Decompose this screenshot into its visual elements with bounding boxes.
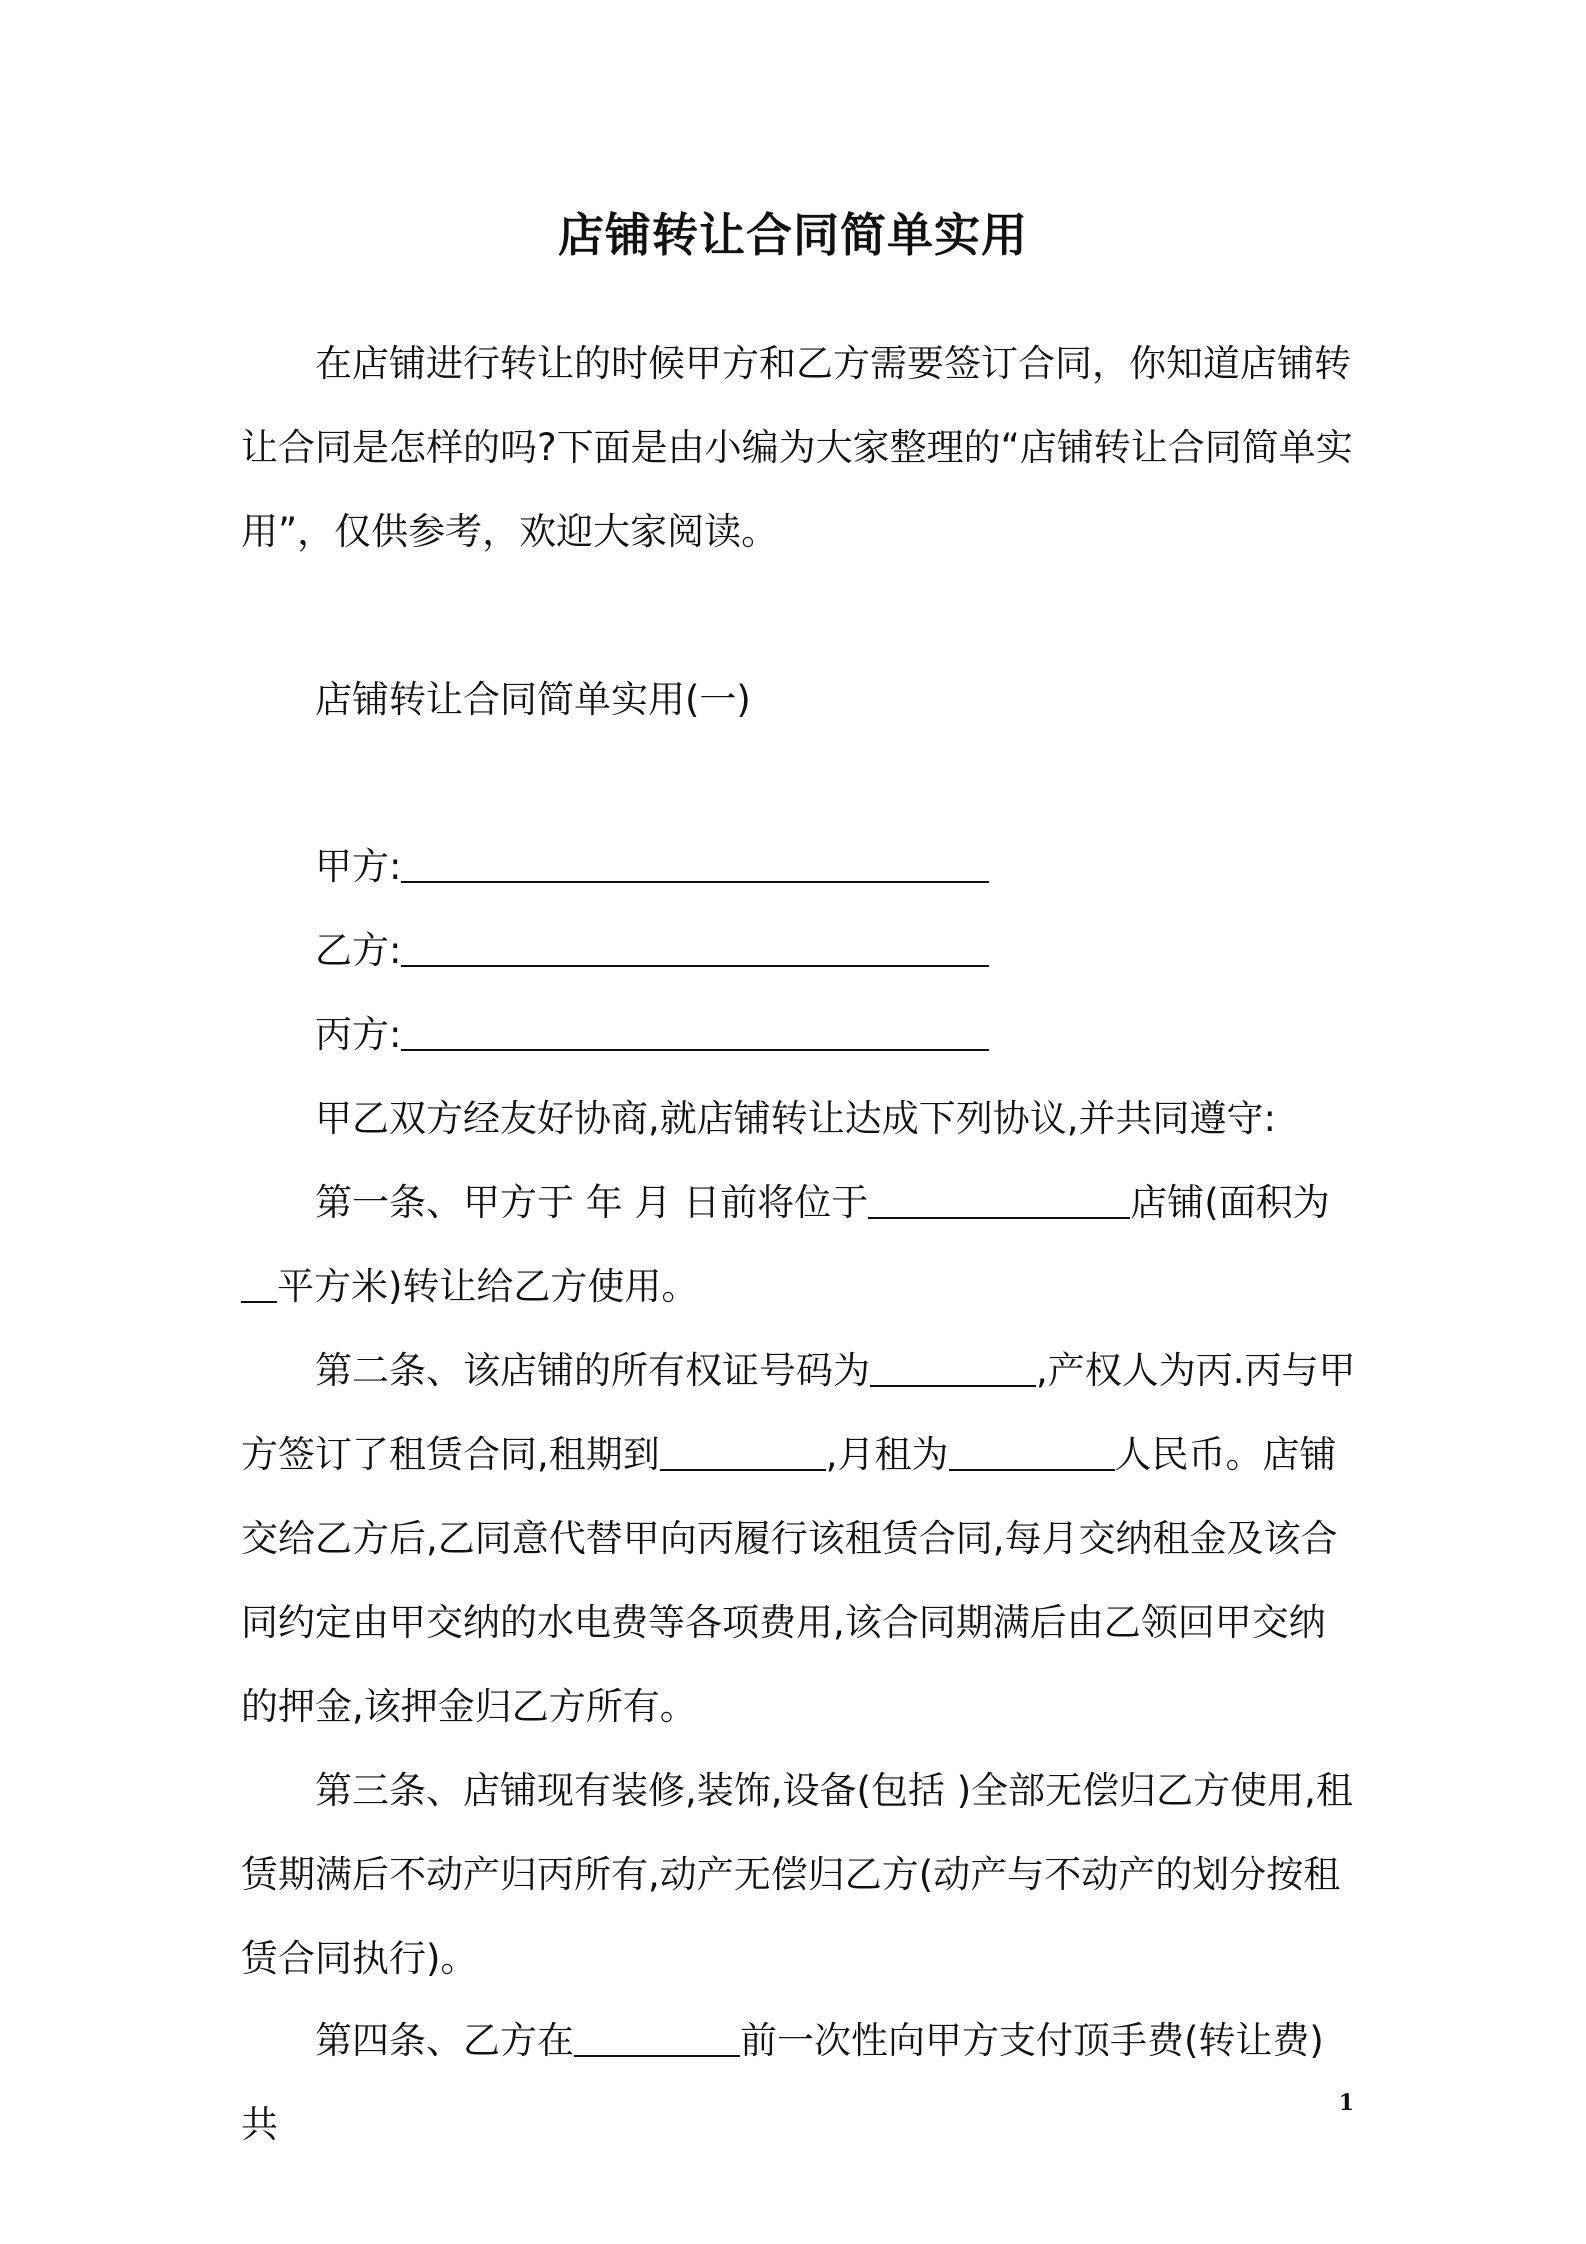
article-1-area-blank xyxy=(241,1271,277,1303)
article-4-date-blank xyxy=(574,2025,740,2057)
article-2-part2: ,产权人为丙.丙与甲方签订了租赁合同,租期到 xyxy=(241,1349,1356,1476)
party-a-line xyxy=(315,825,989,909)
party-a-label: 甲方: xyxy=(315,845,402,888)
page-number: 1 xyxy=(1338,2090,1354,2116)
article-2-term-blank xyxy=(660,1439,826,1471)
article-3: 第三条、店铺现有装修,装饰,设备(包括 )全部无偿归乙方使用,租赁期满后不动产归丙所有,动产无偿归乙方(动产与不动产的划分按租赁合同执行)。 xyxy=(241,1769,1353,1980)
party-a-blank xyxy=(401,851,989,883)
article-1-part3: 平方米)转让给乙方使用。 xyxy=(277,1265,699,1308)
article-1 xyxy=(241,1161,1359,1329)
article-2-certificate-blank xyxy=(870,1355,1036,1387)
party-c-blank xyxy=(401,1019,989,1051)
intro-paragraph: 在店铺进行转让的时候甲方和乙方需要签订合同，你知道店铺转让合同是怎样的吗?下面是由小编为大家整理的“店铺转让合同简单实用”，仅供参考，欢迎大家阅读。 xyxy=(241,342,1353,553)
article-2-part3: ,月租为 xyxy=(825,1433,949,1476)
party-c-line xyxy=(315,993,989,1077)
article-2-part4: 人民币。店铺交给乙方后,乙同意代替甲向丙履行该租赁合同,每月交纳租金及该合同约定由甲交纳的水电费等各项费用,该合同期满后由乙领回甲交纳的押金,该押金归乙方所有。 xyxy=(241,1433,1338,1728)
party-b-blank xyxy=(401,935,989,967)
party-c-label: 丙方: xyxy=(315,1013,402,1056)
party-b-label: 乙方: xyxy=(315,929,402,972)
article-4-part2: 前一次性向甲方支付顶手费(转让费)共 xyxy=(241,2019,1324,2146)
article-1-location-blank xyxy=(868,1187,1130,1219)
article-2-part1: 第二条、该店铺的所有权证号码为 xyxy=(315,1349,870,1392)
party-b-line xyxy=(315,909,989,993)
article-1-part1: 第一条、甲方于 年 月 日前将位于 xyxy=(315,1181,869,1224)
article-2 xyxy=(241,1329,1359,1749)
article-4-part1: 第四条、乙方在 xyxy=(315,2019,574,2062)
section-heading: 店铺转让合同简单实用(一) xyxy=(315,678,751,721)
article-4 xyxy=(241,1999,1359,2167)
article-2-rent-blank xyxy=(949,1439,1115,1471)
agreement-intro: 甲乙双方经友好协商,就店铺转让达成下列协议,并共同遵守: xyxy=(315,1097,1276,1140)
article-1-part2: 店铺(面积为 xyxy=(1130,1181,1330,1224)
document-title: 店铺转让合同简单实用 xyxy=(558,208,1028,262)
